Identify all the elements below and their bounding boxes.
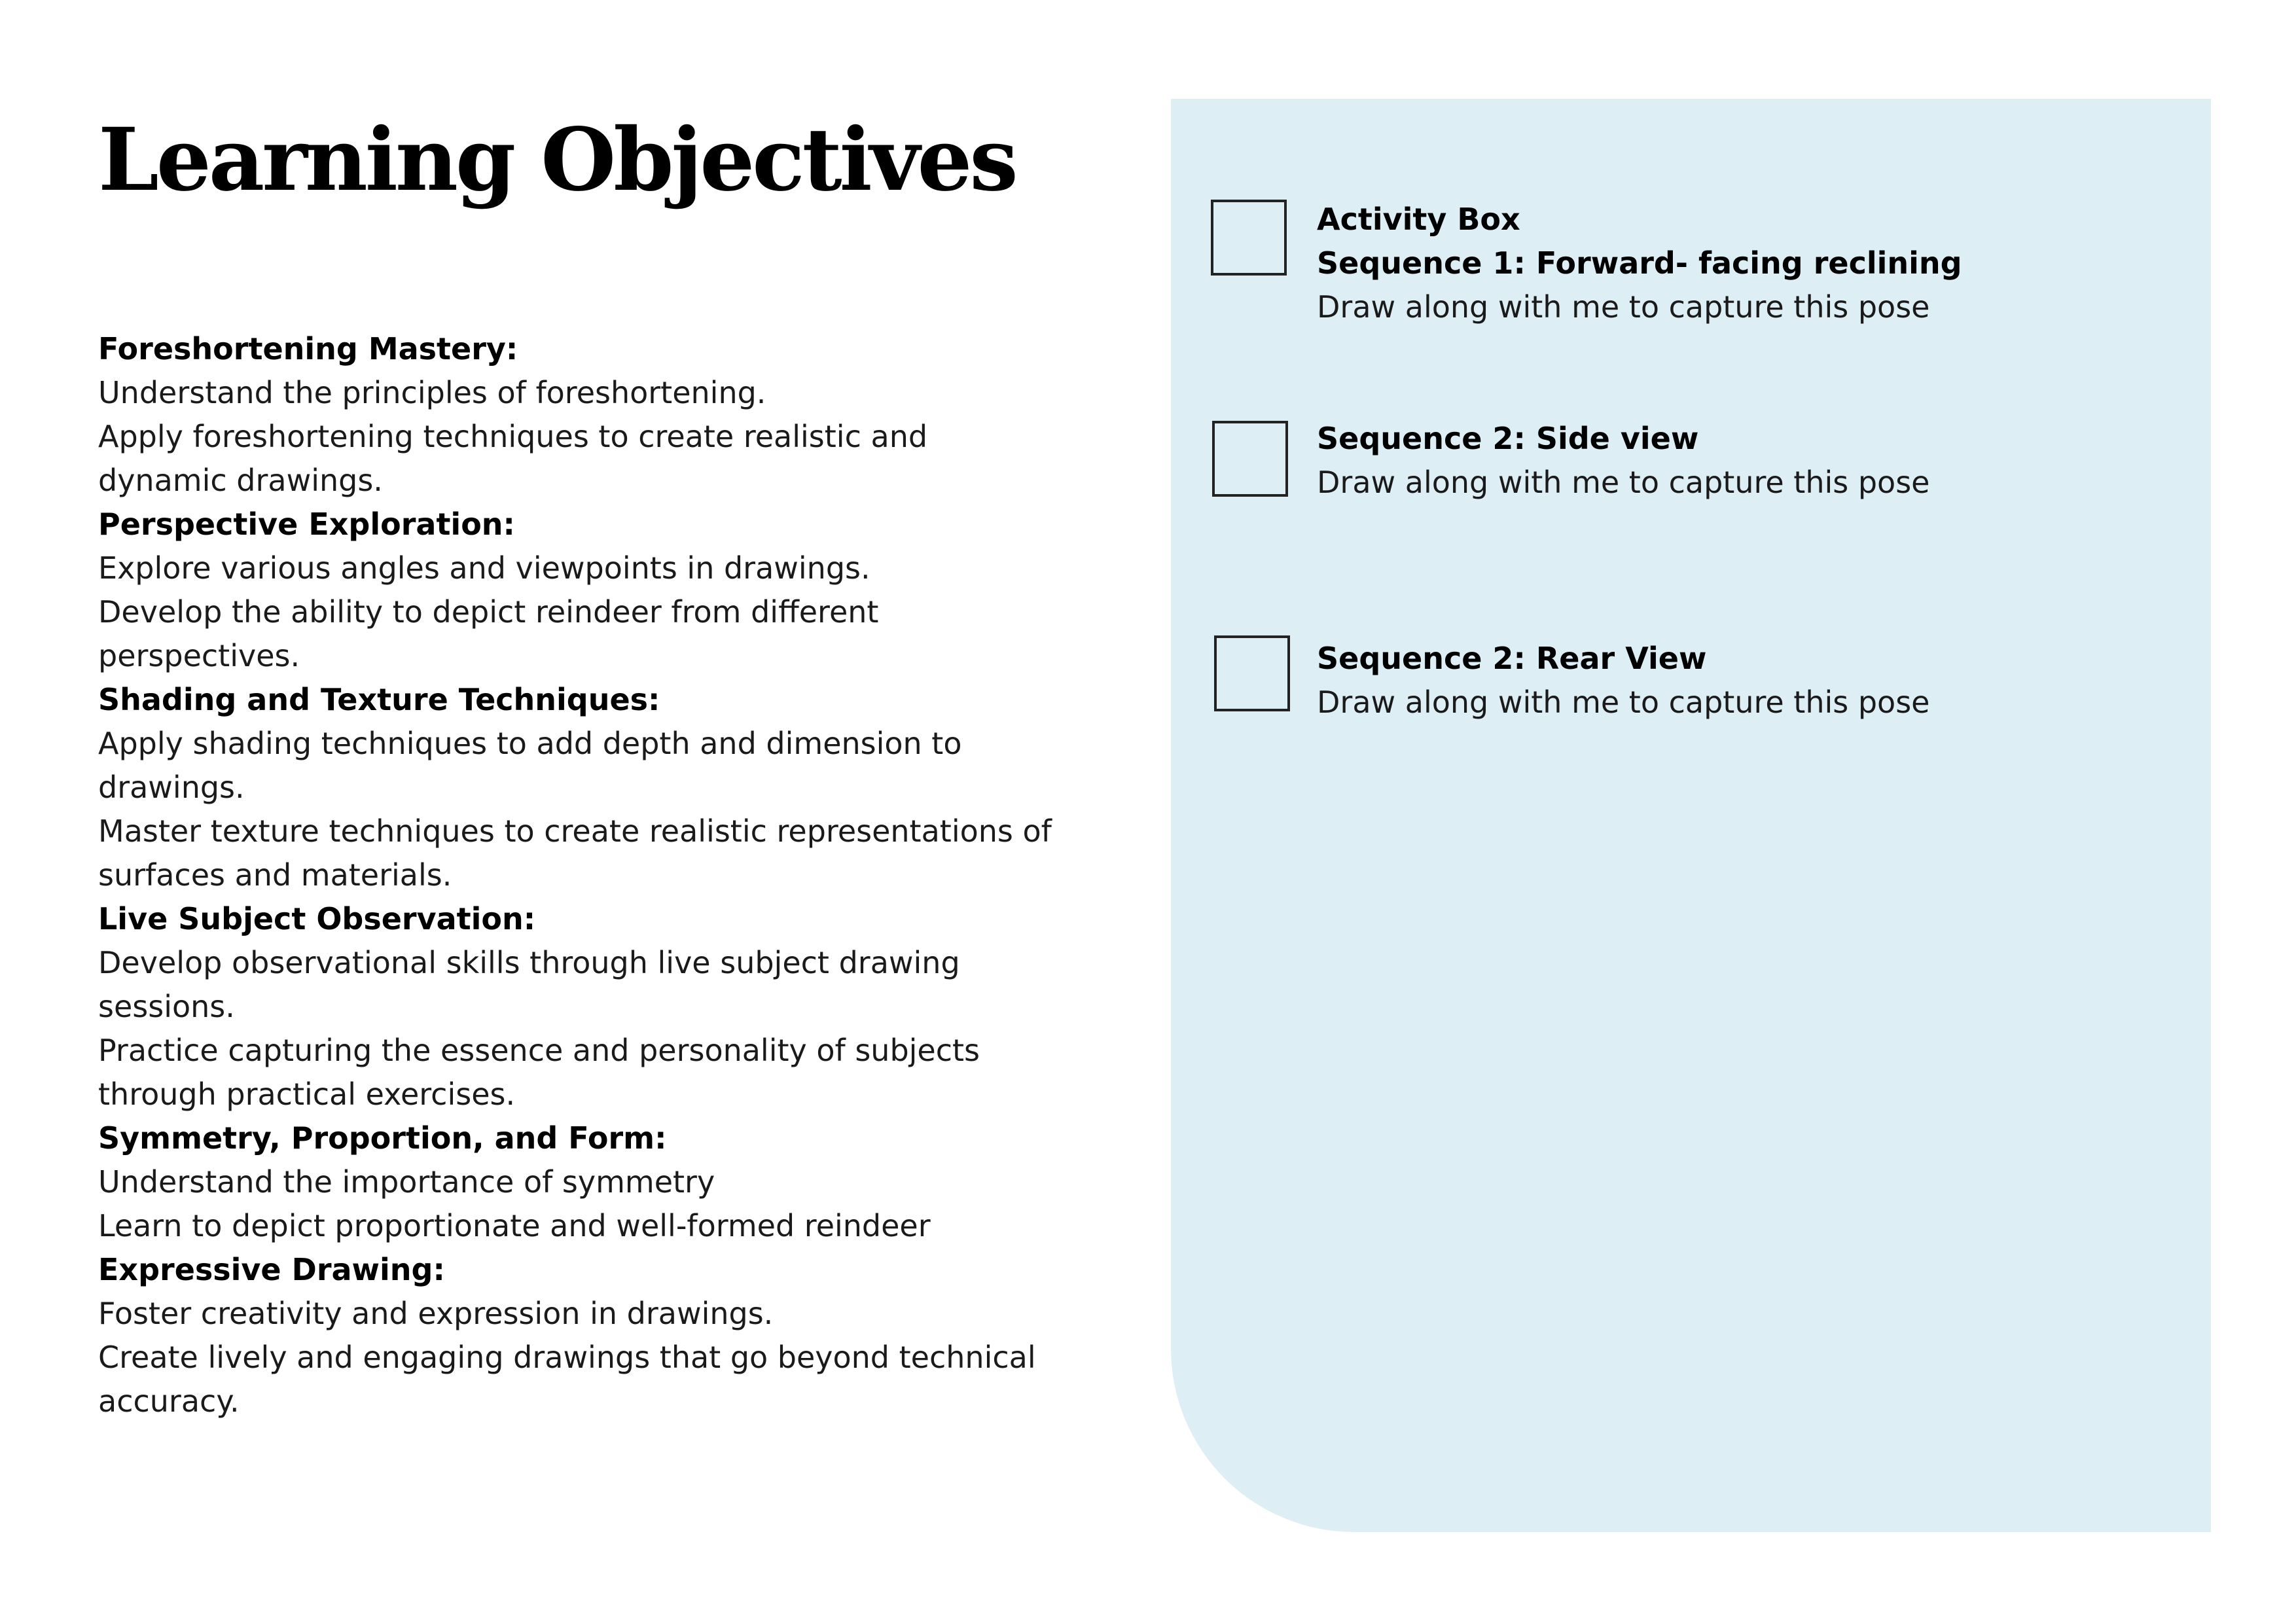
- section-line: Develop the ability to depict reindeer from different: [98, 594, 879, 630]
- sequence-1-checkbox[interactable]: [1211, 200, 1287, 276]
- objective-section-symmetry: [98, 1116, 1145, 1248]
- section-line: Master texture techniques to create realistic representations of: [98, 813, 1052, 849]
- section-line: Practice capturing the essence and personality of subjects: [98, 1033, 980, 1068]
- section-line: Apply foreshortening techniques to create realistic and: [98, 419, 928, 454]
- objective-section-foreshortening: [98, 327, 1145, 503]
- section-line: Create lively and engaging drawings that go beyond technical: [98, 1340, 1036, 1375]
- objective-section-observation: [98, 897, 1145, 1116]
- activity-item-title: Sequence 1: Forward- facing reclining: [1317, 245, 1962, 281]
- section-heading: Expressive Drawing:: [98, 1252, 445, 1287]
- activity-item-description: Draw along with me to capture this pose: [1317, 465, 1930, 500]
- activity-item-description: Draw along with me to capture this pose: [1317, 685, 1930, 720]
- section-line: sessions.: [98, 989, 235, 1024]
- section-line: Learn to depict proportionate and well-formed reindeer: [98, 1208, 931, 1243]
- section-heading: Symmetry, Proportion, and Form:: [98, 1120, 667, 1156]
- activity-box-heading: Activity Box: [1317, 202, 1520, 237]
- activity-item-title: Sequence 2: Side view: [1317, 421, 1699, 456]
- section-line: accuracy.: [98, 1383, 240, 1419]
- section-line: Understand the principles of foreshortening.: [98, 375, 766, 410]
- learning-objectives-list: [98, 327, 1145, 1423]
- activity-item-sequence-2-side: [1317, 417, 2168, 505]
- section-line: Develop observational skills through live subject drawing: [98, 945, 960, 980]
- section-line: Understand the importance of symmetry: [98, 1164, 715, 1200]
- section-line: surfaces and materials.: [98, 857, 452, 893]
- section-line: dynamic drawings.: [98, 463, 383, 498]
- section-heading: Foreshortening Mastery:: [98, 331, 518, 366]
- objective-section-shading: [98, 678, 1145, 897]
- section-line: drawings.: [98, 770, 245, 805]
- page-title: Learning Objectives: [98, 109, 1016, 211]
- activity-item-sequence-1: [1317, 198, 2168, 329]
- section-line: through practical exercises.: [98, 1077, 516, 1112]
- section-line: Explore various angles and viewpoints in drawings.: [98, 550, 870, 586]
- section-heading: Perspective Exploration:: [98, 507, 515, 542]
- objective-section-perspective: [98, 503, 1145, 678]
- section-line: Foster creativity and expression in drawings.: [98, 1296, 774, 1331]
- activity-item-title: Sequence 2: Rear View: [1317, 641, 1707, 676]
- activity-item-description: Draw along with me to capture this pose: [1317, 289, 1930, 325]
- section-line: Apply shading techniques to add depth and dimension to: [98, 726, 962, 761]
- section-heading: Shading and Texture Techniques:: [98, 682, 660, 717]
- activity-item-sequence-2-rear: [1317, 637, 2168, 724]
- section-heading: Live Subject Observation:: [98, 901, 536, 936]
- sequence-2-side-checkbox[interactable]: [1212, 421, 1288, 497]
- section-line: perspectives.: [98, 638, 300, 673]
- objective-section-expressive: [98, 1248, 1145, 1423]
- sequence-2-rear-checkbox[interactable]: [1214, 635, 1290, 711]
